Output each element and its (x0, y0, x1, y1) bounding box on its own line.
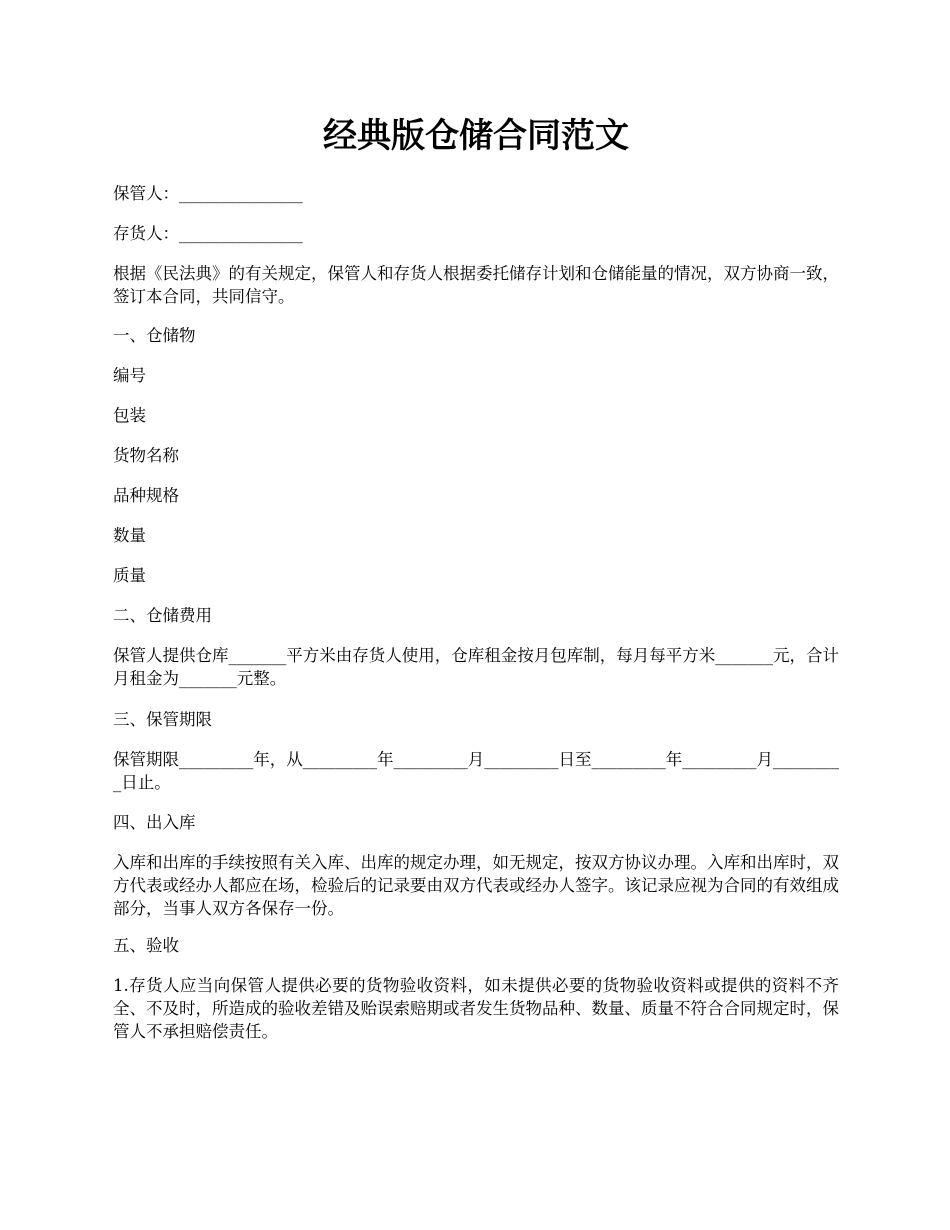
preamble-paragraph: 根据《民法典》的有关规定，保管人和存货人根据委托储存计划和仓储能量的情况，双方协商一致，签订本合同，共同信守。 (113, 264, 839, 306)
section-heading-in-out: 四、出入库 (113, 813, 196, 832)
item-number: 编号 (113, 366, 146, 385)
item-packaging: 包装 (113, 406, 146, 425)
section-heading-storage-goods: 一、仓储物 (113, 326, 196, 345)
section-heading-acceptance: 五、验收 (113, 936, 179, 955)
acceptance-clause-1: 1.存货人应当向保管人提供必要的货物验收资料，如未提供必要的货物验收资料或提供的资料不齐全、不及时，所造成的验收差错及贻误索赔期或者发生货物品种、数量、质量不符合合同规定时，保管人不承担赔偿责任。 (113, 976, 839, 1041)
custodian-line: 保管人：_______________ (113, 184, 303, 203)
section-heading-storage-fees: 二、仓储费用 (113, 606, 212, 625)
depositor-line: 存货人：_______________ (113, 224, 303, 243)
storage-period-paragraph: 保管期限_________年，从_________年_________月_________日至_________年_________月_________日止。 (113, 750, 839, 792)
section-heading-storage-period: 三、保管期限 (113, 710, 212, 729)
item-quantity: 数量 (113, 526, 146, 545)
item-variety-spec: 品种规格 (113, 486, 179, 505)
storage-fees-paragraph: 保管人提供仓库_______平方米由存货人使用，仓库租金按月包库制，每月每平方米_______元，合计月租金为_______元整。 (113, 646, 839, 688)
item-goods-name: 货物名称 (113, 446, 179, 465)
document-title: 经典版仓储合同范文 (323, 116, 629, 156)
item-quality: 质量 (113, 566, 146, 585)
in-out-paragraph: 入库和出库的手续按照有关入库、出库的规定办理，如无规定，按双方协议办理。入库和出库时，双方代表或经办人都应在场，检验后的记录要由双方代表或经办人签字。该记录应视为合同的有效组成部分，当事人双方各保存一份。 (113, 853, 839, 918)
